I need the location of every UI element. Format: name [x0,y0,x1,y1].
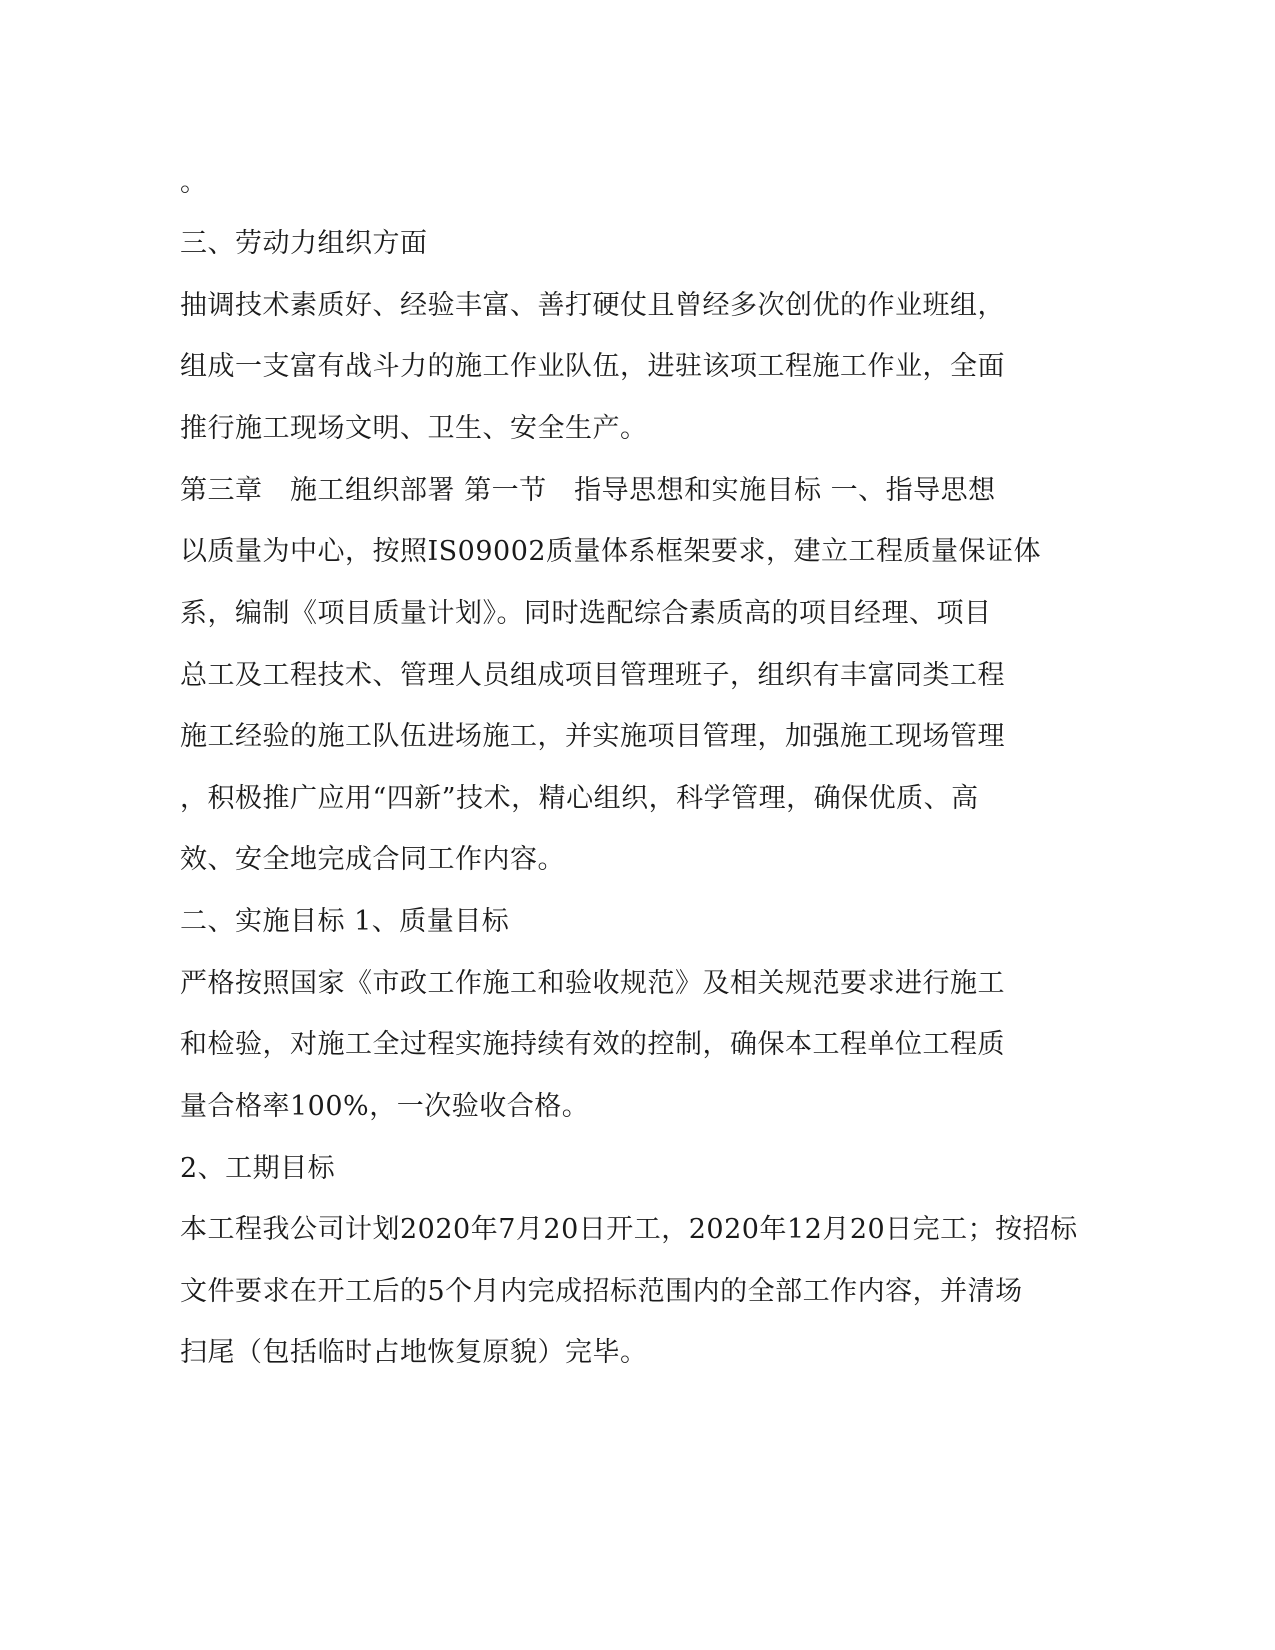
text-line-11: ，积极推广应用“四新”技术，精心组织，科学管理，确保优质、高 [180,783,979,814]
text-line-5: 推行施工现场文明、卫生、安全生产。 [180,413,648,444]
section-heading-schedule: 2、工期目标 [180,1153,336,1184]
section-heading-goals: 二、实施目标 1、质量目标 [180,906,510,937]
text-line-10: 施工经验的施工队伍进场施工，并实施项目管理，加强施工现场管理 [180,721,1005,752]
text-line-19: 文件要求在开工后的5个月内完成招标范围内的全部工作内容，并清场 [180,1276,1023,1307]
text-line-15: 和检验，对施工全过程实施持续有效的控制，确保本工程单位工程质 [180,1029,1005,1060]
text-line-20: 扫尾（包括临时占地恢复原貌）完毕。 [180,1337,648,1368]
text-line-7: 以质量为中心，按照IS09002质量体系框架要求，建立工程质量保证体 [180,536,1042,567]
text-line-16: 量合格率100%，一次验收合格。 [180,1091,590,1122]
text-line-9: 总工及工程技术、管理人员组成项目管理班子，组织有丰富同类工程 [180,660,1005,691]
text-line-1: 。 [180,167,208,198]
text-line-18: 本工程我公司计划2020年7月20日开工，2020年12月20日完工；按招标 [180,1214,1078,1245]
text-line-12: 效、安全地完成合同工作内容。 [180,844,565,875]
text-line-14: 严格按照国家《市政工作施工和验收规范》及相关规范要求进行施工 [180,968,1005,999]
section-heading-labor: 三、劳动力组织方面 [180,228,428,259]
text-line-4: 组成一支富有战斗力的施工作业队伍，进驻该项工程施工作业，全面 [180,351,1005,382]
text-line-8: 系，编制《项目质量计划》。同时选配综合素质高的项目经理、项目 [180,598,992,629]
text-line-3: 抽调技术素质好、经验丰富、善打硬仗且曾经多次创优的作业班组， [180,290,1005,321]
chapter-heading: 第三章 施工组织部署 第一节 指导思想和实施目标 一、指导思想 [180,475,996,506]
